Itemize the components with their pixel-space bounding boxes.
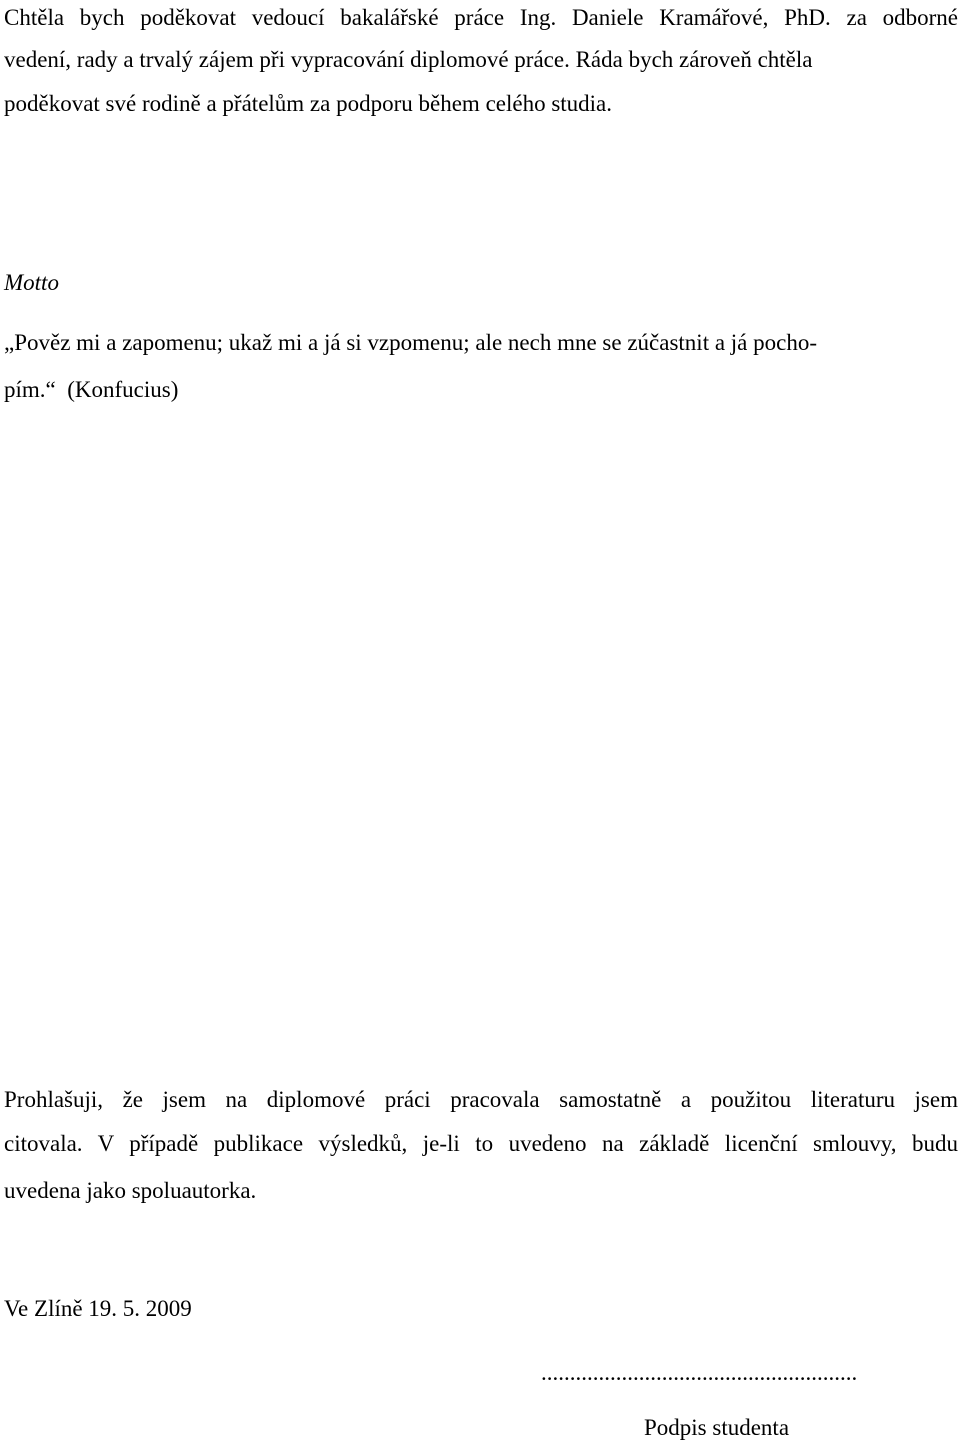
signature-line: ....................................................... [541, 1360, 858, 1385]
declaration-line-2: citovala. V případě publikace výsledků, je-li to uvedeno na základě licenční smlouvy, budu [4, 1131, 958, 1156]
acknowledgement-line-2: vedení, rady a trvalý zájem při vypracování diplomové práce. Ráda bych zároveň chtěla [4, 47, 813, 72]
motto-quote-line-1: „Pověz mi a zapomenu; ukaž mi a já si vzpomenu; ale nech mne se zúčastnit a já pocho- [4, 330, 818, 355]
acknowledgement-line-1: Chtěla bych poděkovat vedoucí bakalářské práce Ing. Daniele Kramářové, PhD. za odborné [4, 5, 958, 30]
declaration-line-3: uvedena jako spoluautorka. [4, 1178, 257, 1203]
place-date: Ve Zlíně 19. 5. 2009 [4, 1296, 192, 1321]
acknowledgement-line-3: poděkovat své rodině a přátelům za podporu během celého studia. [4, 91, 613, 116]
signature-label: Podpis studenta [644, 1415, 790, 1440]
motto-label: Motto [4, 270, 59, 295]
motto-quote-line-2: pím.“ (Konfucius) [4, 377, 179, 402]
declaration-line-1: Prohlašuji, že jsem na diplomové práci pracovala samostatně a použitou literaturu jsem [4, 1087, 958, 1112]
